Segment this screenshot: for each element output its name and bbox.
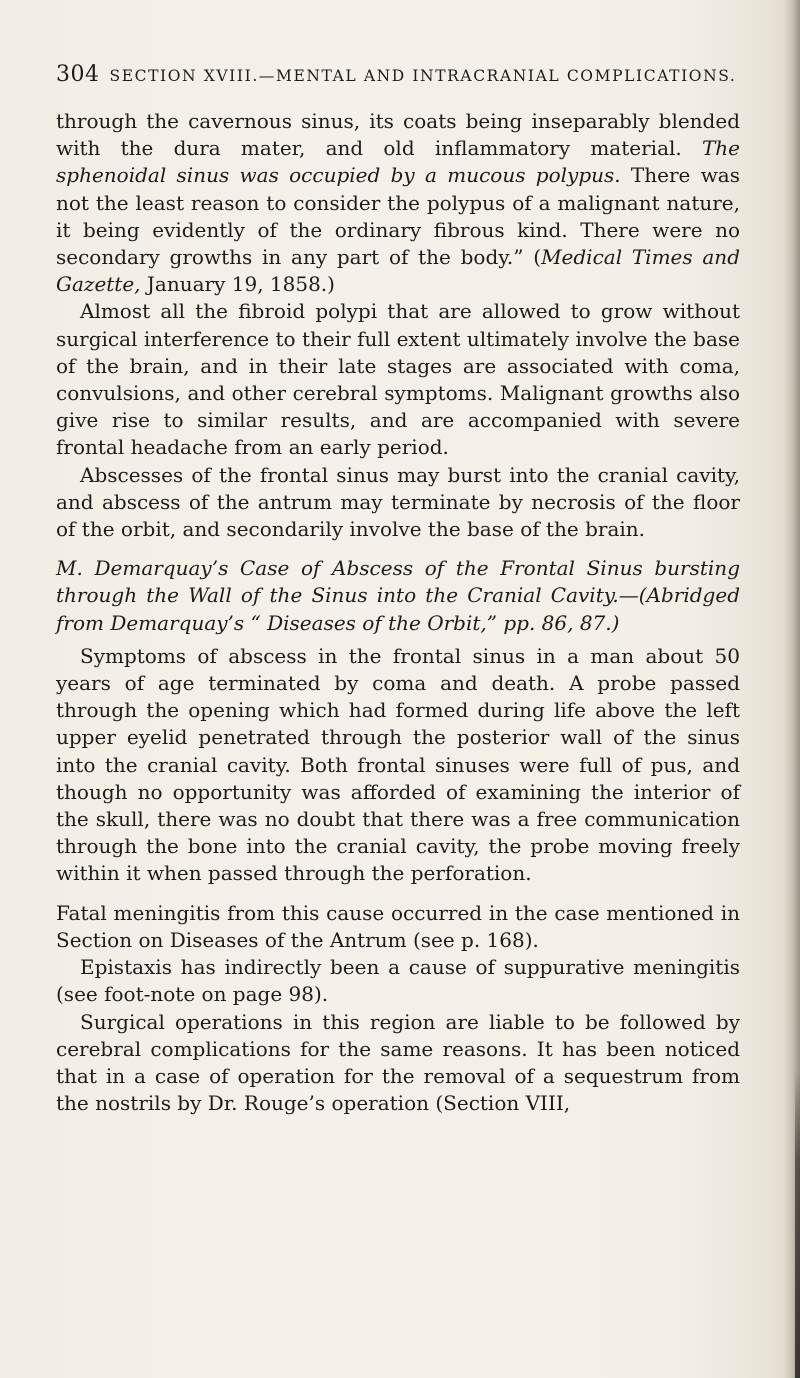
paragraph-epistaxis: Epistaxis has indirectly been a cause of suppurative meningitis (see foot-note on page 98). xyxy=(56,955,740,1007)
text-run: There was not the least reason to consider the polypus of a malignant nature, it being evidently of the ordinary fibrous kind. There were no secondary growths in any part of the body.” ( xyxy=(56,163,740,270)
case-heading-source: (Abridged from Demarquay’s “ Diseases of the Orbit,” pp. 86, 87.) xyxy=(56,583,740,635)
paragraph-abscesses: Abscesses of the frontal sinus may burst into the cranial cavity, and abscess of the antrum may terminate by necrosis of the floor of the orbit, and secondarily involve the base of the brain. xyxy=(56,462,740,542)
page-edge-binding xyxy=(795,1070,800,1378)
paragraph-fibroid-polypi: Almost all the fibroid polypi that are allowed to grow without surgical interference to their full extent ultimately involve the base of the brain, and in their late stages are associated with coma, convulsions, and other cerebral symptoms. Malignant growths also give rise to similar results, and are accompanied with severe frontal headache from an early period. xyxy=(56,299,740,460)
text-run: through the cavernous sinus, its coats being inseparably blended with the dura mater, and old inflammatory material. xyxy=(56,109,740,161)
paragraph-surgical-operations: Surgical operations in this region are liable to be followed by cerebral complications for the same reasons. It has been noticed that in a case of operation for the removal of a sequestrum from the nostrils by Dr. Rouge’s operation (Section VIII, xyxy=(56,1009,740,1116)
case-heading xyxy=(56,555,740,637)
case-heading-m: M. xyxy=(56,556,83,581)
section-title: SECTION XVIII.—MENTAL AND INTRACRANIAL COMPLICATIONS. xyxy=(109,67,737,85)
paragraph-case-symptoms: Symptoms of abscess in the frontal sinus in a man about 50 years of age terminated by coma and death. A probe passed through the opening which had formed during life above the left upper eyelid penetrated through the posterior wall of the sinus into the cranial cavity. Both frontal sinuses were full of pus, and though no opportunity was afforded of examining the interior of the skull, there was no doubt that there was a free communication through the bone into the cranial cavity, the probe moving freely within it when passed through the perforation. xyxy=(56,643,740,886)
citation-text: Medical Times and Gazette, xyxy=(56,245,740,297)
italic-text-run: The sphenoidal sinus was occupied by a mucous polypus. xyxy=(56,136,740,188)
paragraph-fatal-meningitis: Fatal meningitis from this cause occurred in the case mentioned in Section on Diseases of the Antrum (see p. 168). xyxy=(56,900,740,952)
page-number: 304 xyxy=(56,62,100,87)
text-run: January 19, 1858.) xyxy=(140,272,335,297)
case-heading-title: Demarquay’s Case of Abscess of the Frontal Sinus bursting through the Wall of the Sinus into the Cranial Cavity.— xyxy=(56,556,740,608)
paragraph-quote-continuation xyxy=(56,108,740,298)
body-text xyxy=(56,108,740,1117)
running-head xyxy=(56,62,756,87)
